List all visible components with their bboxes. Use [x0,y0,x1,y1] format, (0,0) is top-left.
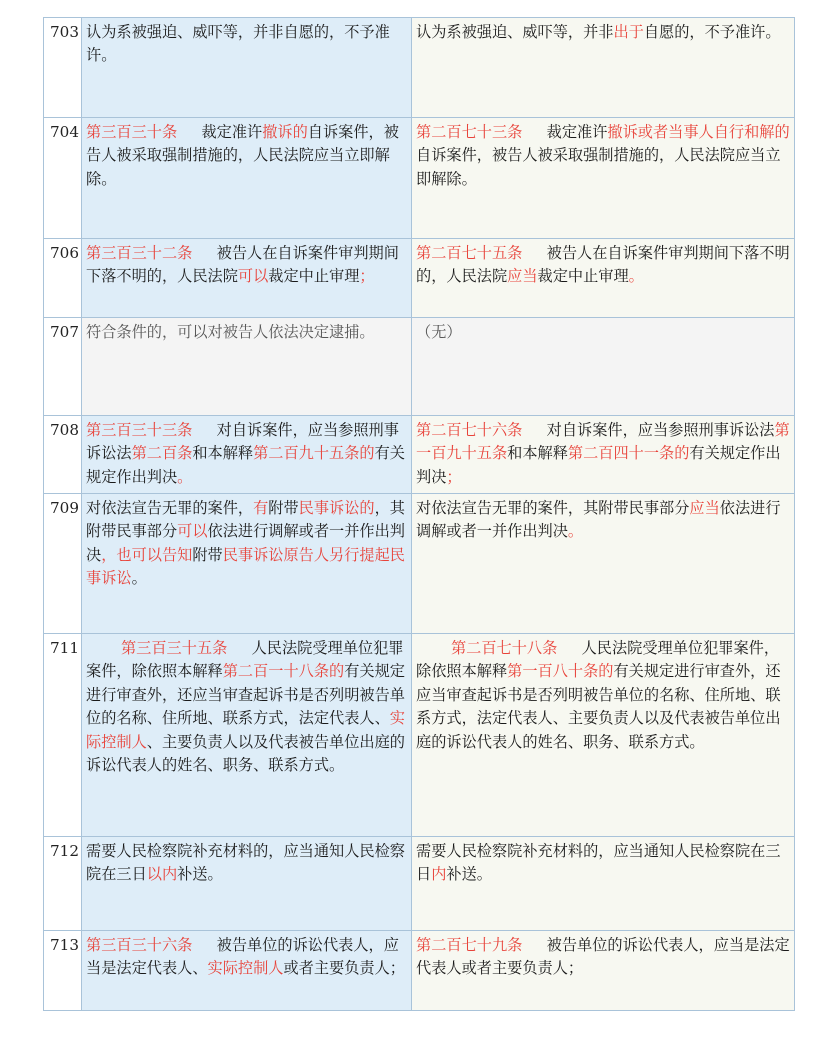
text-segment: 对自诉案件，应当参照刑事诉讼法 [546,421,775,439]
text-segment: 需要人民检察院补充材料的，应当通知人民检察院在三日 [416,842,781,884]
text-segment: 和本解释 [507,444,568,463]
text-segment: （无） [416,323,462,341]
text-segment: 依法进行调解或者一并作出判决 [416,499,781,541]
text-segment: 有关规定作出判决 [86,444,405,486]
highlight-text: 应当 [689,499,720,517]
highlight-text: 有 [253,499,269,517]
text-segment: 符合条件的，可以对被告人依法决定逮捕。 [86,323,375,341]
table-row [44,239,795,318]
text-segment: 和本解释 [192,444,254,463]
highlight-text: 民事诉讼原告人另行提起民事诉讼 [86,545,405,588]
new-text-cell [412,18,795,118]
text-segment: 人民法院受理单位犯罪案件，除依照本解释 [86,639,404,681]
highlight-text: 第二百一十八条的 [222,662,345,681]
row-number: 703 [44,18,82,118]
highlight-text: 出于 [613,23,644,41]
text-segment: ，其附带民事部分 [86,499,405,541]
text-segment: 裁定中止审理 [268,267,360,286]
highlight-text: 第三百三十五条 [120,639,228,657]
text-segment: 对自诉案件，应当参照刑事诉讼法 [86,421,399,463]
highlight-text: 第二百七十三条 [416,123,523,141]
old-text-cell [82,837,412,931]
text-segment: 认为系被强迫、威吓等，并非自愿的，不予准许。 [86,23,390,65]
highlight-text: 第二百九十五条的 [253,444,375,463]
text-segment: 依法进行调解或者一并作出判决 [86,522,405,564]
text-segment: 人民法院受理单位犯罪案件，除依照本解释 [416,639,780,681]
highlight-text: 第二百条 [131,444,193,463]
text-segment: 有关规定进行审查外，还应当审查起诉书是否列明被告单位的名称、住所地、联系方式，法定代表人、 [86,662,405,728]
highlight-text: 以内 [146,865,178,884]
comparison-table [43,17,795,1011]
highlight-text: 应当 [507,267,538,286]
highlight-text: 第三百三十条 [86,123,178,141]
highlight-text: 第一百九十五条 [416,421,790,463]
new-text-cell [412,318,795,416]
row-number: 706 [44,239,82,318]
row-number: 704 [44,118,82,239]
new-text-cell [412,239,795,318]
text-segment: 。 [131,569,147,588]
text-segment: 自诉案件，被告人被采取强制措施的，人民法院应当立即解除。 [86,123,399,188]
table-row [44,416,795,494]
new-text-cell [412,494,795,634]
highlight-text: 民事诉讼的 [298,499,375,517]
row-number: 707 [44,318,82,416]
text-segment: 对依法宣告无罪的案件， [86,499,254,517]
old-text-cell [82,318,412,416]
old-text-cell [82,931,412,1011]
old-text-cell [82,416,412,494]
row-number: 712 [44,837,82,931]
row-number: 711 [44,634,82,837]
new-text-cell [412,634,795,837]
highlight-text: 第二百四十一条的 [567,444,690,463]
highlight-text: 内 [431,865,447,884]
highlight-text: 第二百七十九条 [416,936,523,954]
highlight-text: 第二百七十五条 [416,244,523,262]
text-segment: 裁定中止审理 [537,267,629,286]
table-row [44,634,795,837]
text-segment: 被告单位的诉讼代表人，应当是法定代表人、 [86,936,399,978]
highlight-text: ； [359,267,375,286]
text-segment: 补送。 [177,865,223,884]
text-segment: 附带 [268,499,299,517]
text-segment: 附带 [192,545,223,564]
table-row [44,318,795,416]
new-text-cell [412,931,795,1011]
highlight-text: 第三百三十六条 [86,936,193,954]
highlight-text: 实际控制人 [86,709,405,751]
text-segment: 对依法宣告无罪的案件，其附带民事部分 [416,499,690,517]
new-text-cell [412,837,795,931]
highlight-text: 可以 [177,522,208,541]
table-row [44,18,795,118]
new-text-cell [412,416,795,494]
highlight-text: 。 [177,467,193,486]
text-segment: 有关规定作出判决 [416,444,781,486]
highlight-text: 实际控制人 [207,959,284,978]
highlight-text: 撤诉的 [262,123,308,141]
highlight-text: 撤诉或者当事人自行和解的 [607,123,790,141]
text-segment: 自诉案件，被告人被采取强制措施的，人民法院应当立即解除。 [416,146,781,188]
table-row [44,118,795,239]
highlight-text: 。 [567,522,584,541]
new-text-cell [412,118,795,239]
text-segment: 被告人在自诉案件审判期间下落不明的，人民法院 [416,244,790,286]
text-segment: 被告单位的诉讼代表人，应当是法定代表人或者主要负责人； [416,936,790,978]
row-number: 713 [44,931,82,1011]
highlight-text: 第三百三十二条 [86,244,193,262]
old-text-cell [82,18,412,118]
highlight-text: 第三百三十三条 [86,421,193,439]
highlight-text: ，也可以告知 [101,545,193,564]
old-text-cell [82,118,412,239]
highlight-text: ； [446,467,462,486]
text-segment: 被告人在自诉案件审判期间下落不明的，人民法院 [86,244,399,286]
text-segment: 补送。 [446,865,492,884]
table-row [44,931,795,1011]
table-row [44,494,795,634]
text-segment: 裁定准许 [546,123,608,141]
old-text-cell [82,634,412,837]
highlight-text: 第二百七十六条 [416,421,523,439]
row-number: 709 [44,494,82,634]
text-segment: 需要人民检察院补充材料的，应当通知人民检察院在三日 [86,842,405,884]
old-text-cell [82,239,412,318]
highlight-text: 。 [628,267,644,286]
text-segment: 自愿的，不予准许。 [643,23,781,41]
row-number: 708 [44,416,82,494]
text-segment: 裁定准许 [201,123,263,141]
table-row [44,837,795,931]
highlight-text: 第一百八十条的 [507,662,614,681]
text-segment: 认为系被强迫、威吓等，并非 [416,23,614,41]
text-segment: 或者主要负责人； [283,959,405,978]
highlight-text: 可以 [237,267,269,286]
highlight-text: 第二百七十八条 [450,639,558,657]
old-text-cell [82,494,412,634]
text-segment: 有关规定进行审查外，还应当审查起诉书是否列明被告单位的名称、住所地、联系方式，法定代表人、主要负责人以及代表被告单位出庭的诉讼代表人的姓名、职务、联系方式。 [416,662,781,751]
text-segment: 、主要负责人以及代表被告单位出庭的诉讼代表人的姓名、职务、联系方式。 [86,732,405,775]
